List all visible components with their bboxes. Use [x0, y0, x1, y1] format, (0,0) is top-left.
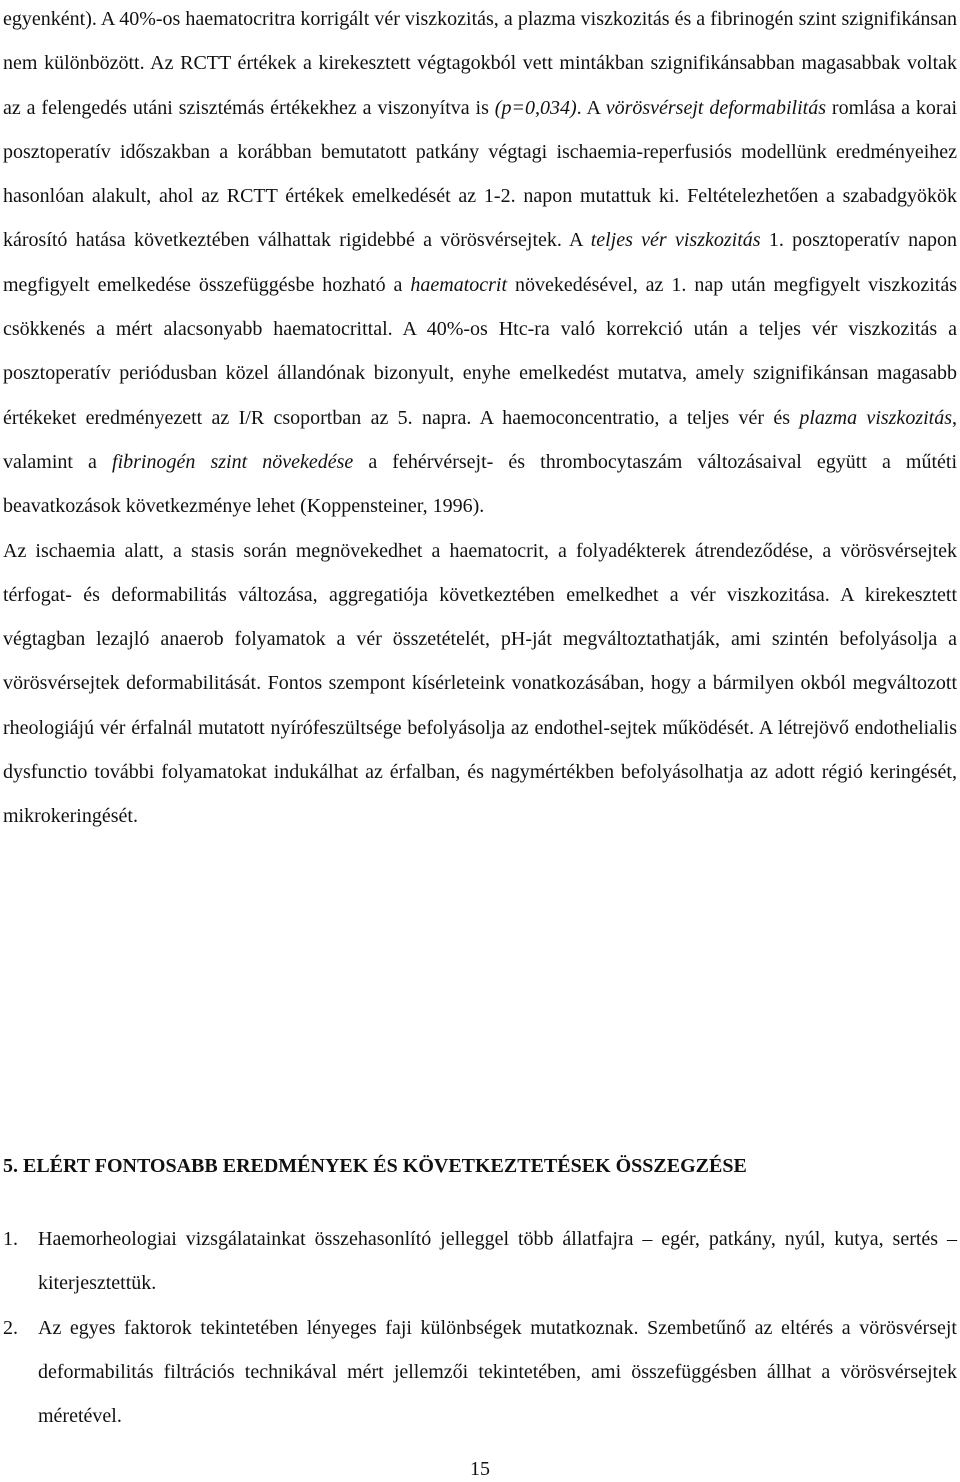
italic-term: (p=0,034): [494, 96, 577, 119]
text-run: Az ischaemia alatt, a stasis során megnövekedhet a haematocrit, a folyadékterek átrendeződése, a vörösvérsejtek térfogat- és deformabilitás változása, aggregatiója következtében emelkedhet a vér viszkozitása. A kirekesztett végtagban lezajló anaerob folyamatok a vér összetételét, pH-ját megváltoztathatják, ami szintén befolyásolja a vörösvérsejtek deformabilitását. Fontos szempont kísérleteink vonatkozásában, hogy a bármilyen okból megváltozott rheologiájú vér érfalnál mutatott nyírófeszültsége befolyásolja az endothel-sejtek működését. A létrejövő endothelialis dysfunctio további folyamatokat indukálhat az érfalban, és nagymértékben befolyásolhatja az adott régió keringését, mikrokeringését.: [3, 539, 957, 828]
paragraph-ischaemia: [3, 529, 957, 839]
italic-term: vörösvérsejt deformabilitás: [605, 96, 827, 119]
list-item-text: Az egyes faktorok tekintetében lényeges faji különbségek mutatkoznak. Szembetűnő az eltérés a vörösvérsejt deformabilitás filtrációs technikával mért jellemzői tekintetében, ami összefüggésben állhat a vörösvérsejtek méretével.: [38, 1316, 957, 1428]
italic-term: fibrinogén szint növekedése: [112, 450, 354, 473]
paragraph-results-discussion: [3, 0, 957, 529]
italic-term: haematocrit: [410, 273, 508, 296]
conclusions-list: [3, 1217, 957, 1438]
text-run: egyenként). A 40%-os haematocritra korrigált vér viszkozitás, a plazma viszkozitás és a fibrinogén szint szignifikánsan nem különbözött. Az RCTT értékek a kirekesztett végtagokból vett mintákban szignifikánsabban magasabbak voltak az a felengedés utáni szisztémás értékekhez a viszonyítva is: [3, 8, 957, 119]
italic-term: teljes vér viszkozitás: [590, 229, 761, 252]
list-item: [3, 1217, 957, 1306]
text-run: a fehérvérsejt- és thrombocytaszám változásaival együtt a műtéti beavatkozások következménye lehet (Koppensteiner, 1996).: [3, 450, 958, 518]
text-run: növekedésével, az 1. nap után megfigyelt viszkozitás csökkenés a mért alacsonyabb haematocrittal. A 40%-os Htc-ra való korrekció után a teljes vér viszkozitás a posztoperatív periódusban közel állandónak bizonyult, enyhe emelkedést mutatva, amely szignifikánsan magasabb értékeket eredményezett az I/R csoportban az 5. napra. A haemoconcentratio, a teljes vér és: [3, 273, 957, 429]
text-run: .: [576, 96, 587, 119]
list-item-number: 1.: [3, 1228, 18, 1250]
list-item: [3, 1306, 957, 1439]
text-run: romlása a korai posztoperatív időszakban a korábban bemutatott patkány végtagi ischaemia-reperfusiós modellünk eredményeihez hasonlóan alakult, ahol az RCTT értékek emelkedését az 1-2. napon mutattuk ki. Feltételezhetően a szabadgyökök károsító hatása következtében válhattak rigidebbé a vörösvérsejtek. A: [3, 96, 958, 252]
section-heading: 5. ELÉRT FONTOSABB EREDMÉNYEK ÉS KÖVETKEZTETÉSEK ÖSSZEGZÉSE: [3, 1155, 747, 1177]
list-item-text: Haemorheologiai vizsgálatainkat összehasonlító jelleggel több állatfajra – egér, patkány, nyúl, kutya, sertés – kiterjesztettük.: [38, 1228, 957, 1295]
list-item-number: 2.: [3, 1316, 18, 1339]
text-run: A: [586, 96, 606, 119]
italic-term: plazma viszkozitás: [799, 406, 952, 429]
page-number: 15: [470, 1458, 490, 1480]
document-page: [3, 0, 957, 839]
text-run: , valamint a: [3, 406, 957, 473]
text-run: 1. posztoperatív napon megfigyelt emelkedése összefüggésbe hozható a: [3, 229, 957, 296]
